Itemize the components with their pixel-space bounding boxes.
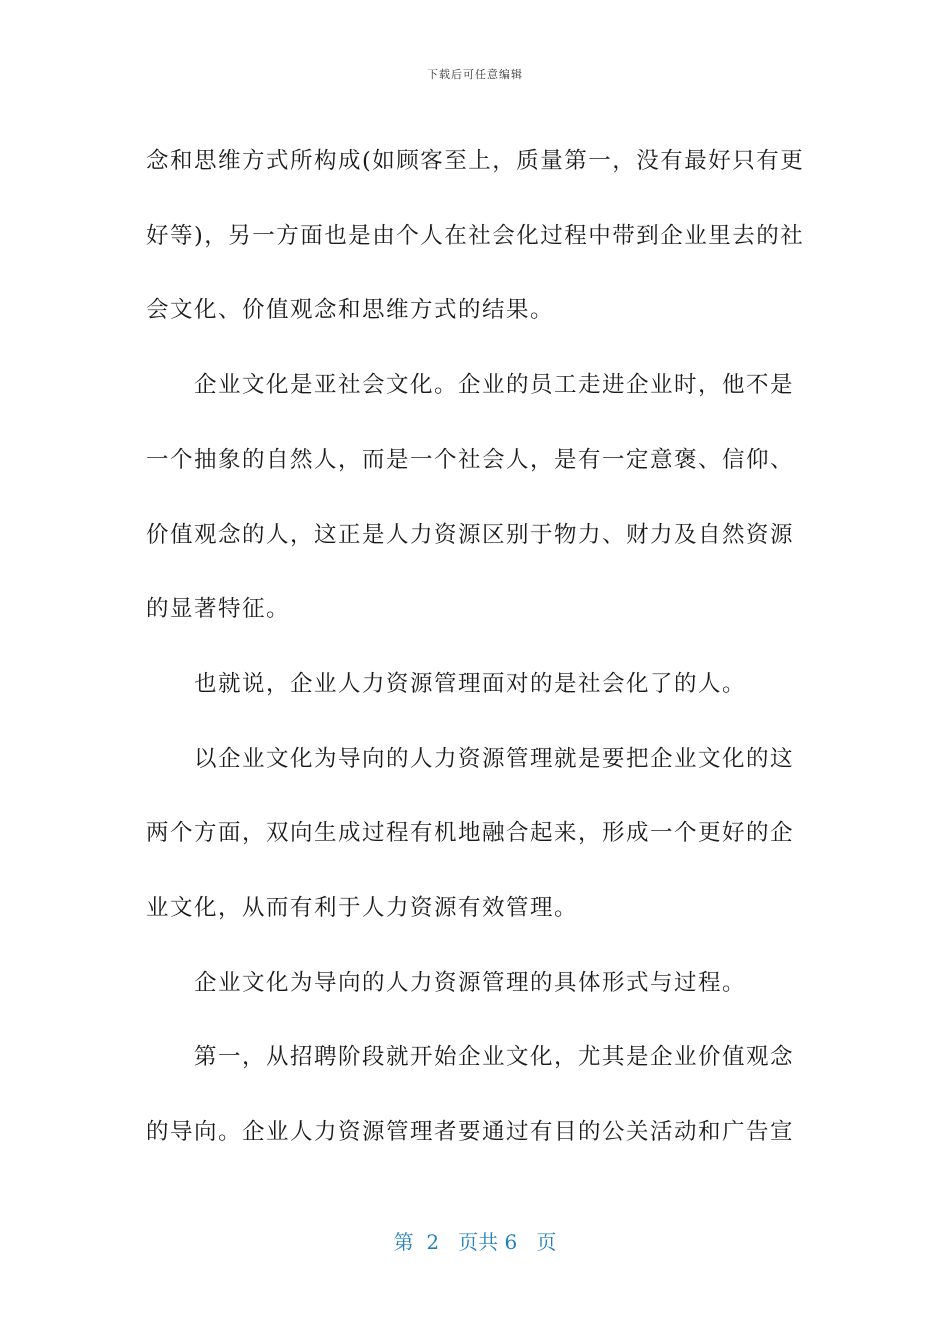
paragraph: 企业文化是亚社会文化。企业的员工走进企业时，他不是一个抽象的自然人，而是一个社会人，是有一定意褒、信仰、价值观念的人，这正是人力资源区别于物力、财力及自然资源的显著特征。 (146, 372, 795, 623)
page-header: 下载后可任意编辑 (427, 68, 523, 81)
paragraph: 第一，从招聘阶段就开始企业文化，尤其是企业价值观念的导向。企业人力资源管理者要通过有目的公关活动和广告宣 (146, 1044, 795, 1146)
paragraph-continuation: 念和思维方式所构成(如顾客至上，质量第一，没有最好只有更好等)，另一方面也是由个人在社会化过程中带到企业里去的社会文化、价值观念和思维方式的结果。 (146, 148, 805, 324)
paragraph: 以企业文化为导向的人力资源管理就是要把企业文化的这两个方面，双向生成过程有机地融合起来，形成一个更好的企业文化，从而有利于人力资源有效管理。 (146, 745, 795, 922)
document-body (146, 124, 808, 1170)
paragraph: 也就说，企业人力资源管理面对的是社会化了的人。 (194, 670, 747, 697)
page-number-footer: 第 2 页共 6 页 (393, 1230, 557, 1254)
paragraph: 企业文化为导向的人力资源管理的具体形式与过程。 (194, 969, 747, 996)
